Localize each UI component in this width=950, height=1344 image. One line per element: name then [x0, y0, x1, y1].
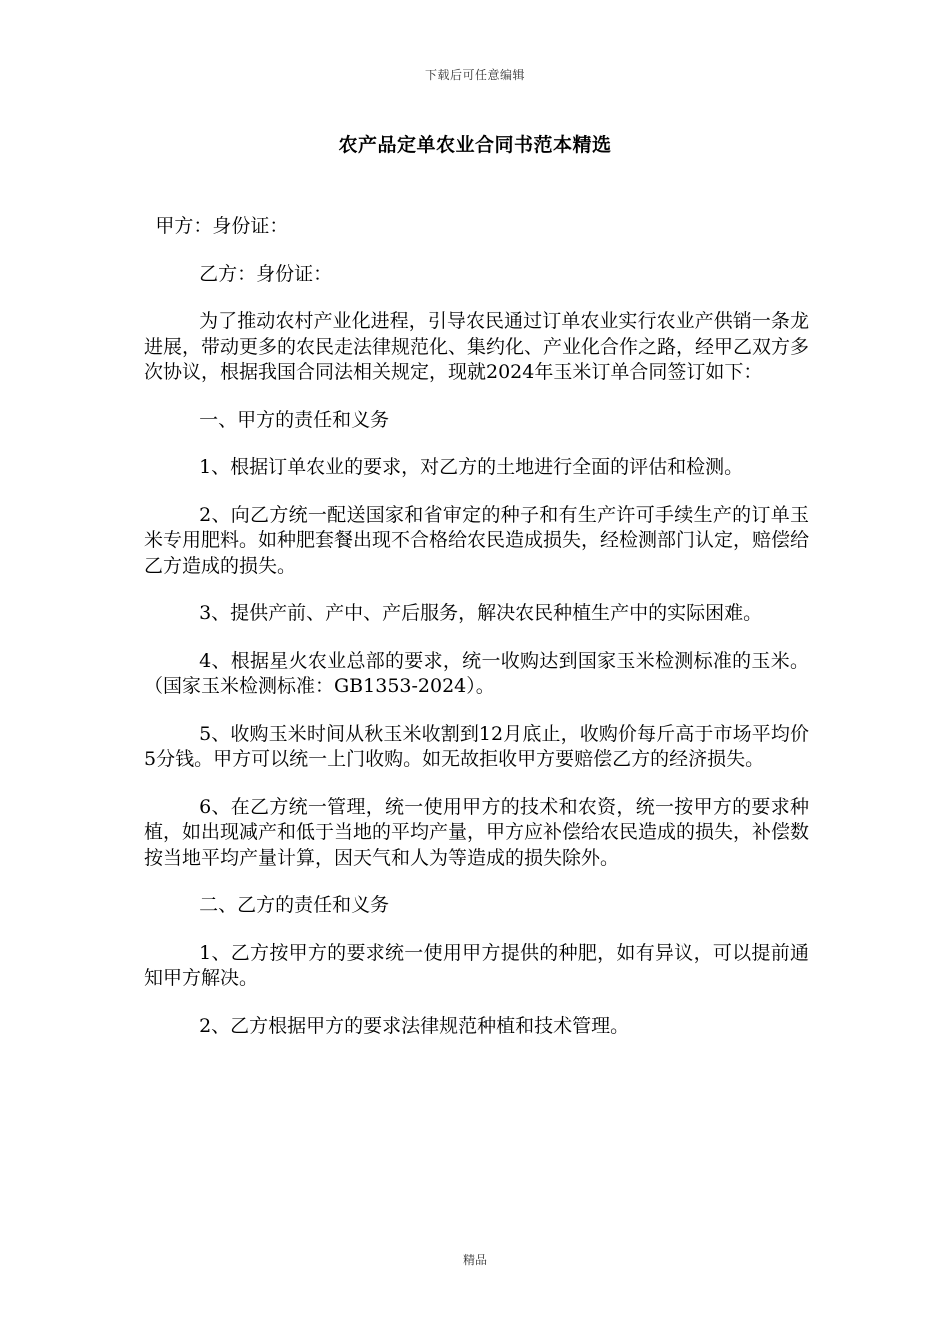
party-a-line: 甲方：身份证： [155, 215, 289, 237]
clause-a4: 4、根据星火农业总部的要求，统一收购达到国家玉米检测标准的玉米。（国家玉米检测标准：GB1353-2024）。 [144, 649, 809, 697]
clause-a3: 3、提供产前、产中、产后服务，解决农民种植生产中的实际困难。 [199, 602, 763, 624]
party-b-line: 乙方：身份证： [199, 262, 333, 285]
page-footer-note: 精品 [462, 1253, 487, 1267]
clause-a2: 2、向乙方统一配送国家和省审定的种子和有生产许可手续生产的订单玉米专用肥料。如种肥套餐出现不合格给农民造成损失，经检测部门认定，赔偿给乙方造成的损失。 [144, 503, 810, 577]
page-header-note: 下载后可任意编辑 [424, 68, 525, 82]
document-body [144, 214, 809, 1061]
clause-b2: 2、乙方根据甲方的要求法律规范种植和技术管理。 [199, 1014, 630, 1037]
preamble-paragraph: 为了推动农村产业化进程，引导农民通过订单农业实行农业产供销一条龙进展，带动更多的农民走法律规范化、集约化、产业化合作之路，经甲乙双方多次协议，根据我国合同法相关规定，现就2024年玉米订单合同签订如下： [144, 310, 810, 383]
clause-b1: 1、乙方按甲方的要求统一使用甲方提供的种肥，如有异议，可以提前通知甲方解决。 [144, 941, 809, 989]
document-title: 农产品定单农业合同书范本精选 [338, 134, 612, 156]
section-heading-party-a: 一、甲方的责任和义务 [199, 408, 390, 431]
clause-a6: 6、在乙方统一管理，统一使用甲方的技术和农资，统一按甲方的要求种植，如出现减产和低于当地的平均产量，甲方应补偿给农民造成的损失，补偿数按当地平均产量计算，因天气和人为等造成的损失除外。 [144, 795, 810, 869]
clause-a5: 5、收购玉米时间从秋玉米收割到12月底止，收购价每斤高于市场平均价5分钱。甲方可以统一上门收购。如无故拒收甲方要赔偿乙方的经济损失。 [144, 722, 809, 770]
section-heading-party-b: 二、乙方的责任和义务 [199, 894, 390, 916]
clause-a1: 1、根据订单农业的要求，对乙方的土地进行全面的评估和检测。 [199, 456, 744, 478]
